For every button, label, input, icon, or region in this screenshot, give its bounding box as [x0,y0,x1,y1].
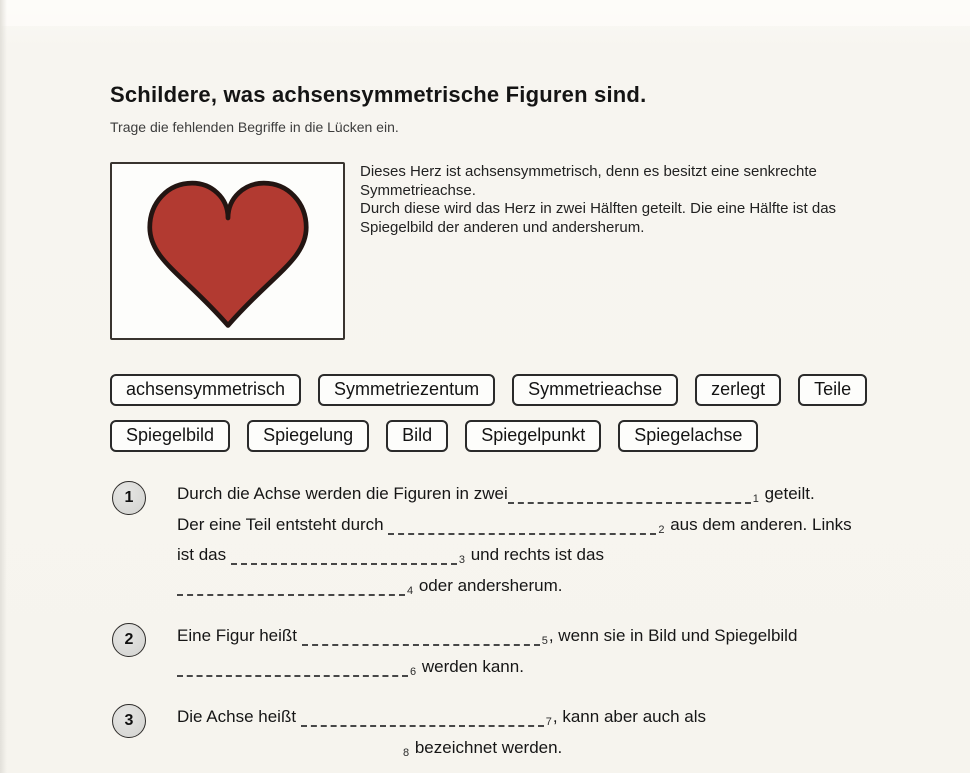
exercise-text: Durch die Achse werden die Figuren in zwei [177,484,508,503]
blank-number-3: 3 [458,554,465,566]
exercise-text: aus dem anderen. Links [665,514,852,534]
exercise-number-badge: 2 [112,623,146,657]
blank-number-8: 8 [403,746,410,759]
exercise-text: oder andersherum. [414,575,563,595]
exercise-text: und rechts ist das [465,545,604,564]
heart-image [133,169,323,333]
exercise-text: Eine Figur heißt [177,626,302,645]
heart-shape [149,183,305,325]
blank-field-7[interactable] [301,711,544,727]
blank-number-1: 1 [752,493,759,505]
word-chip-symmetriezentum[interactable]: Symmetriezentum [318,374,495,406]
word-bank-row-2 [110,420,900,452]
exercise-lines [177,621,797,682]
exercise-number-badge: 1 [112,481,146,515]
exercise-text: bezeichnet werden. [410,737,563,757]
page-title: Schildere, was achsensymmetrische Figuren sind. [110,82,647,107]
word-chip-teile[interactable]: Teile [798,374,867,406]
top-band [0,0,970,26]
intro-line: Spiegelbild der anderen und andersherum. [360,218,645,236]
exercise-list [110,479,910,773]
exercise-1 [110,479,910,601]
blank-number-7: 7 [545,716,552,728]
word-chip-achsensymmetrisch[interactable]: achsensymmetrisch [110,374,301,406]
word-chip-symmetrieachse[interactable]: Symmetrieachse [512,374,678,406]
word-bank-row-1 [110,374,900,406]
intro-line: Symmetrieachse. [360,181,476,199]
word-chip-spiegelung[interactable]: Spiegelung [247,420,369,452]
exercise-text: ist das [177,545,231,564]
exercise-text: , kann aber auch als [552,707,707,726]
line-indent [177,752,401,753]
exercise-lines [177,702,706,763]
exercise-line [177,510,852,541]
exercise-line [177,621,797,652]
intro-line: Durch diese wird das Herz in zwei Hälften geteilt. Die eine Hälfte ist das [360,200,837,217]
exercise-text: geteilt. [759,484,815,503]
blank-field-6[interactable] [177,661,408,677]
exercise-number-badge: 3 [112,704,146,738]
exercise-text: , wenn sie in Bild und Spiegelbild [548,626,798,645]
blank-number-4: 4 [407,584,414,597]
blank-field-5[interactable] [302,630,540,646]
exercise-line [177,540,852,571]
exercise-3 [110,702,910,763]
word-chip-spiegelbild[interactable]: Spiegelbild [110,420,230,452]
exercise-lines [177,479,852,601]
blank-field-1[interactable] [508,488,751,504]
blank-number-5: 5 [541,635,548,647]
blank-field-4[interactable] [177,580,405,596]
exercise-text: Die Achse heißt [177,707,301,726]
exercise-2 [110,621,910,682]
blank-number-6: 6 [410,665,417,678]
exercise-line [177,702,706,733]
exercise-line [177,652,797,683]
blank-field-3[interactable] [231,549,457,565]
word-chip-spiegelachse[interactable]: Spiegelachse [618,420,758,452]
word-chip-bild[interactable]: Bild [386,420,448,452]
exercise-text: werden kann. [417,656,524,676]
word-chip-spiegelpunkt[interactable]: Spiegelpunkt [465,420,601,452]
heart-image-frame [110,162,345,340]
blank-field-2[interactable] [388,519,656,535]
intro-line: Dieses Herz ist achsensymmetrisch, denn es besitzt eine senkrechte [360,163,817,180]
exercise-line [177,571,852,602]
word-chip-zerlegt[interactable]: zerlegt [695,374,781,406]
page-subtitle: Trage die fehlenden Begriffe in die Lücken ein. [110,119,399,135]
blank-number-2: 2 [658,523,665,536]
word-bank [110,374,900,466]
exercise-line [177,733,706,764]
exercise-text: Der eine Teil entsteht durch [177,514,389,534]
exercise-line [177,479,852,510]
left-edge-shadow [0,0,7,773]
intro-text [360,163,836,237]
